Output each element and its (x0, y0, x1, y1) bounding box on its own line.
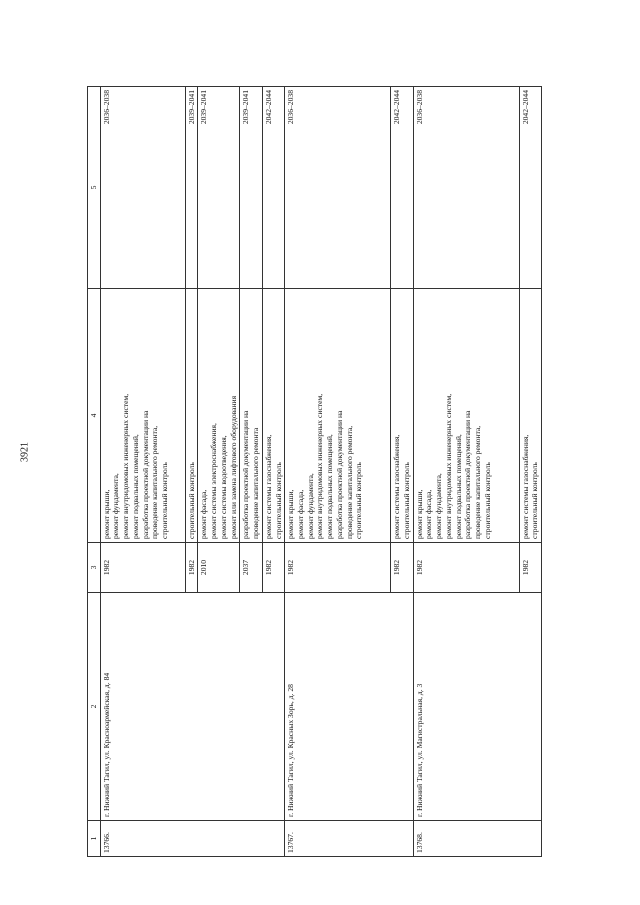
building-address: г. Нижний Тагил, ул. Красных Зорь, д. 28 (285, 593, 413, 821)
header-col-4: 4 (88, 289, 101, 543)
repair-period: 2042–2044 (262, 87, 284, 289)
works-list: ремонт крыши, ремонт фасада, ремонт фундамента, ремонт внутридомовых инженерных систем, ремонт подвальных помещений, разработка проектной документации на проведение капитального ремонта, строительный контроль (285, 289, 391, 543)
header-col-2: 2 (88, 593, 101, 821)
row-number: 13766. (100, 821, 285, 857)
works-list: ремонт фасада, ремонт системы электроснабжения, ремонт системы водоотведения, ремонт или замена лифтового оборудования (198, 289, 240, 543)
row-number: 13767. (285, 821, 413, 857)
header-col-5: 5 (88, 87, 101, 289)
rotated-table-container (87, 87, 543, 857)
build-year: 1982 (262, 543, 284, 593)
works-list: ремонт системы газоснабжения, строительный контроль (391, 289, 413, 543)
header-row (88, 87, 101, 857)
capital-repair-table (87, 86, 542, 857)
works-list: ремонт системы газоснабжения, строительный контроль (262, 289, 284, 543)
repair-period: 2039–2041 (198, 87, 240, 289)
repair-period: 2039–2041 (240, 87, 262, 289)
build-year: 1982 (185, 543, 198, 593)
page-number: 3921 (19, 442, 31, 462)
table-row (413, 87, 519, 857)
build-year: 1982 (100, 543, 185, 593)
repair-period: 2036–2038 (413, 87, 519, 289)
build-year: 2037 (240, 543, 262, 593)
repair-period: 2039–2041 (185, 87, 198, 289)
works-list: ремонт системы газоснабжения, строительный контроль (519, 289, 541, 543)
repair-period: 2036–2038 (100, 87, 185, 289)
header-col-1: 1 (88, 821, 101, 857)
build-year: 2010 (198, 543, 240, 593)
works-list: разработка проектной документации на проведение капитального ремонта (240, 289, 262, 543)
works-list: строительный контроль (185, 289, 198, 543)
repair-period: 2042–2044 (391, 87, 413, 289)
table-row (100, 87, 185, 857)
works-list: ремонт крыши, ремонт фасада, ремонт фундамента, ремонт внутридомовых инженерных систем, ремонт подвальных помещений, разработка проектной документации на проведение капитального ремонта, строительный контроль (413, 289, 519, 543)
building-address: г. Нижний Тагил, ул. Красноармейская, д. 84 (100, 593, 285, 821)
building-address: г. Нижний Тагил, ул. Магистральная, д. 3 (413, 593, 541, 821)
build-year: 1982 (391, 543, 413, 593)
table-row (285, 87, 391, 857)
header-col-3: 3 (88, 543, 101, 593)
repair-period: 2036–2038 (285, 87, 391, 289)
works-list: ремонт крыши, ремонт фундамента, ремонт внутридомовых инженерных систем, ремонт подвальных помещений, разработка проектной документации на проведение капитального ремонта, строительный контроль (100, 289, 185, 543)
build-year: 1982 (285, 543, 391, 593)
build-year: 1982 (519, 543, 541, 593)
repair-period: 2042–2044 (519, 87, 541, 289)
build-year: 1982 (413, 543, 519, 593)
row-number: 13768. (413, 821, 541, 857)
